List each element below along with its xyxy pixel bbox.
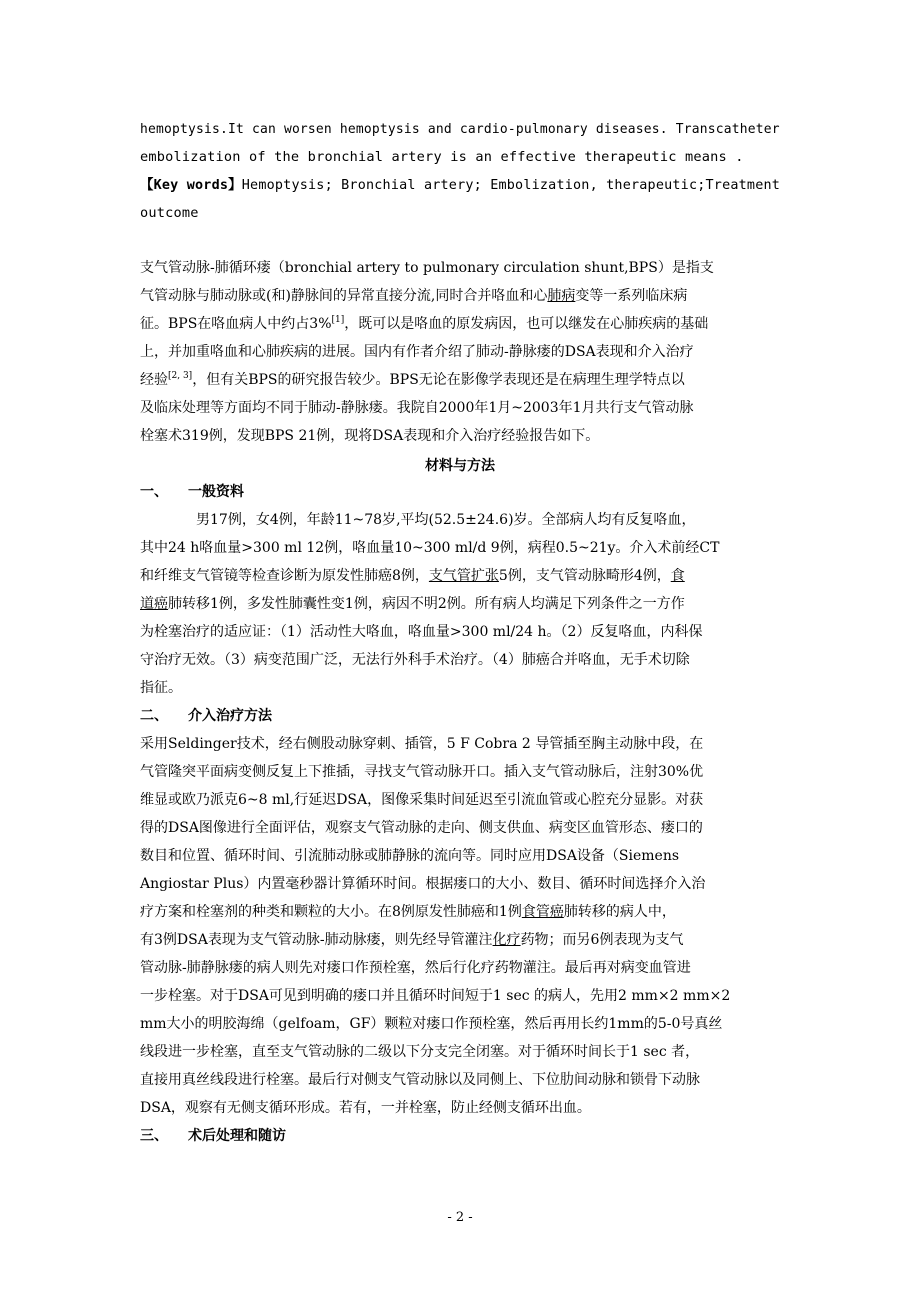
section1-line: 和纤维支气管镜等检查诊断为原发性肺癌8例，支气管扩张5例，支气管动脉畸形4例，食 xyxy=(140,568,685,584)
section2-line: mm大小的明胶海绵（gelfoam，GF）颗粒对瘘口作预栓塞，然后再用长约1mm的5-0号真丝 xyxy=(140,1016,723,1032)
section2-line: 数目和位置、循环时间、引流肺动脉或肺静脉的流向等。同时应用DSA设备（Siemens xyxy=(140,848,680,864)
term-link: 食管癌 xyxy=(521,904,564,920)
keywords-label: 【Key words】 xyxy=(140,177,242,193)
section1-line: 守治疗无效。（3）病变范围广泛，无法行外科手术治疗。（4）肺癌合并咯血，无手术切除 xyxy=(140,652,690,668)
section2-line: DSA，观察有无侧支循环形成。若有，一并栓塞，防止经侧支循环出血。 xyxy=(140,1100,591,1116)
section1-line: 男17例，女4例，年龄11~78岁,平均(52.5±24.6)岁。全部病人均有反复咯血， xyxy=(196,512,696,528)
section2-line: 疗方案和栓塞剂的种类和颗粒的大小。在8例原发性肺癌和1例食管癌肺转移的病人中， xyxy=(140,904,676,920)
intro-line: 经验[2, 3]，但有关BPS的研究报告较少。BPS无论在影像学表现还是在病理生理学特点以 xyxy=(140,371,685,388)
intro-line: 征。BPS在咯血病人中约占3%[1]，既可以是咯血的原发病因，也可以继发在心肺疾病的基础 xyxy=(140,315,709,332)
intro-line: 上，并加重咯血和心肺疾病的进展。国内有作者介绍了肺动-静脉瘘的DSA表现和介入治疗 xyxy=(140,344,694,360)
subsection-heading: 一、 一般资料 xyxy=(140,484,244,500)
keywords-text: Hemoptysis; Bronchial artery; Embolization, therapeutic;Treatment xyxy=(241,177,781,193)
subsection-heading: 二、 介入治疗方法 xyxy=(140,708,272,724)
intro-line: 支气管动脉-肺循环瘘（bronchial artery to pulmonary circulation shunt,BPS）是指支 xyxy=(140,260,714,276)
section2-line: 一步栓塞。对于DSA可见到明确的瘘口并且循环时间短于1 sec 的病人，先用2 mm×2 mm×2 xyxy=(140,988,731,1004)
section2-line: Angiostar Plus）内置毫秒器计算循环时间。根据瘘口的大小、数目、循环时间选择介入治 xyxy=(140,876,706,892)
term-link: 食 xyxy=(670,568,685,584)
section2-line: 采用Seldinger技术，经右侧股动脉穿刺、插管，5 F Cobra 2 导管插至胸主动脉中段，在 xyxy=(140,736,704,752)
citation: [2, 3] xyxy=(168,371,193,381)
section1-line: 为栓塞治疗的适应证：（1）活动性大咯血，咯血量>300 ml/24 h。（2）反复咯血，内科保 xyxy=(140,624,703,640)
keywords-line xyxy=(140,174,780,196)
section2-line: 得的DSA图像进行全面评估，观察支气管动脉的走向、侧支供血、病变区血管形态、瘘口的 xyxy=(140,820,703,836)
abstract-line: hemoptysis.It can worsen hemoptysis and cardio-pulmonary diseases. Transcatheter xyxy=(140,121,780,137)
section2-line: 气管隆突平面病变侧反复上下推插，寻找支气管动脉开口。插入支气管动脉后，注射30%优 xyxy=(140,764,704,780)
term-link: 肺病 xyxy=(547,288,576,304)
abstract-line: embolization of the bronchial artery is an effective therapeutic means . xyxy=(140,149,744,165)
section-heading: 材料与方法 xyxy=(425,458,495,474)
term-link: 化疗 xyxy=(492,932,521,948)
section2-line: 维显或欧乃派克6~8 ml,行延迟DSA，图像采集时间延迟至引流血管或心腔充分显影。对获 xyxy=(140,792,704,808)
page-number: - 2 - xyxy=(447,1210,473,1225)
citation: [1] xyxy=(331,315,345,325)
section1-line: 道癌肺转移1例，多发性肺囊性变1例，病因不明2例。所有病人均满足下列条件之一方作 xyxy=(140,596,685,612)
section1-line: 其中24 h咯血量>300 ml 12例，咯血量10~300 ml/d 9例，病程0.5~21y。介入术前经CT xyxy=(140,540,720,556)
intro-line: 及临床处理等方面均不同于肺动-静脉瘘。我院自2000年1月~2003年1月共行支气管动脉 xyxy=(140,400,694,416)
intro-line: 气管动脉与肺动脉或(和)静脉间的异常直接分流,同时合并咯血和心肺病变等一系列临床病 xyxy=(140,288,688,304)
section2-line: 线段进一步栓塞，直至支气管动脉的二级以下分支完全闭塞。对于循环时间长于1 sec 者， xyxy=(140,1044,700,1060)
section2-line: 直接用真丝线段进行栓塞。最后行对侧支气管动脉以及同侧上、下位肋间动脉和锁骨下动脉 xyxy=(140,1072,700,1088)
section2-line: 管动脉-肺静脉瘘的病人则先对瘘口作预栓塞，然后行化疗药物灌注。最后再对病变血管进 xyxy=(140,960,691,976)
intro-line: 栓塞术319例，发现BPS 21例，现将DSA表现和介入治疗经验报告如下。 xyxy=(140,428,600,444)
term-link: 支气管扩张 xyxy=(428,568,499,584)
subsection-heading: 三、 术后处理和随访 xyxy=(140,1128,286,1144)
keywords-text: outcome xyxy=(140,205,199,221)
section2-line: 有3例DSA表现为支气管动脉-肺动脉瘘，则先经导管灌注化疗药物；而另6例表现为支气 xyxy=(140,932,684,948)
term-link: 道癌 xyxy=(140,596,168,612)
section1-line: 指征。 xyxy=(140,680,182,696)
